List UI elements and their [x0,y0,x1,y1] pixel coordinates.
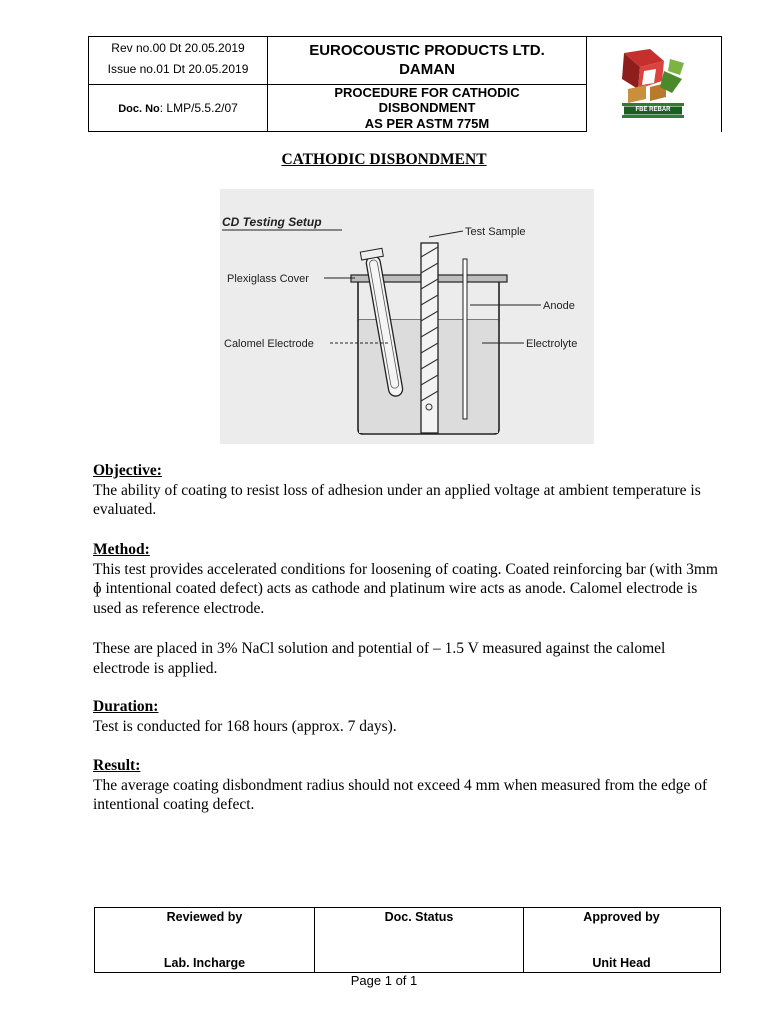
label-electrolyte: Electrolyte [526,338,578,350]
doc-status-label: Doc. Status [384,910,454,924]
method-heading: Method: [93,541,150,558]
document-title: CATHODIC DISBONDMENT [281,151,487,168]
figure-heading: CD Testing Setup [222,215,322,229]
method-text-2: These are placed in 3% NaCl solution and potential of – 1.5 V measured against the calomel electrode is applied. [93,640,666,677]
revision-cell [88,36,268,85]
result-section [93,756,723,815]
doc-number-cell [88,84,268,132]
method-continued [93,639,723,678]
revision-text: Rev no.00 Dt 20.05.2019 [111,41,245,55]
duration-heading: Duration: [93,698,159,715]
company-logo [620,49,686,121]
company-cell [267,36,587,85]
doc-status-column [314,908,523,972]
page-number: Page 1 of 1 [350,973,418,988]
result-heading: Result: [93,757,141,774]
result-text: The average coating disbondment radius should not exceed 4 mm when measured from the edge of intentional coating defect. [93,776,708,813]
label-plexiglass-cover: Plexiglass Cover [227,273,309,285]
reviewed-column [95,908,314,972]
logo-text: FBE REBAR [635,107,671,113]
label-anode: Anode [543,300,575,312]
cd-testing-setup-figure [220,189,594,444]
procedure-line-2: DISBONDMENT [378,100,476,115]
procedure-cell [267,84,587,132]
objective-heading: Objective: [93,462,162,479]
procedure-line-1: PROCEDURE FOR CATHODIC [334,85,520,100]
company-name: EUROCOUSTIC PRODUCTS LTD. [309,42,545,59]
procedure-line-3: AS PER ASTM 775M [364,116,490,131]
duration-section [93,697,723,736]
label-calomel-electrode: Calomel Electrode [224,338,314,350]
doc-number [89,101,267,115]
unit-head-label: Unit Head [592,956,651,970]
company-location: DAMAN [399,61,455,78]
doc-number-label: Doc. No [118,103,160,115]
reviewed-by-label: Reviewed by [166,910,243,924]
approved-column [523,908,719,972]
method-text: This test provides accelerated conditions for loosening of coating. Coated reinforcing bar (with 3mm ɸ intentional coated defect) acts as cathode and platinum wire acts as anode. Calomel electrode is used as reference electrode. [93,560,718,617]
approved-by-label: Approved by [583,910,660,924]
issue-text: Issue no.01 Dt 20.05.2019 [107,62,249,76]
document-header [88,36,722,132]
objective-section [93,461,723,520]
method-section [93,540,723,618]
doc-number-value: : LMP/5.5.2/07 [159,101,238,115]
approval-table [94,907,721,973]
label-test-sample: Test Sample [465,226,526,238]
lab-incharge-label: Lab. Incharge [163,956,246,970]
duration-text: Test is conducted for 168 hours (approx. 7 days). [93,717,397,735]
objective-text: The ability of coating to resist loss of adhesion under an applied voltage at ambient temperature is evaluated. [93,481,701,518]
cd-setup-diagram [220,189,594,444]
